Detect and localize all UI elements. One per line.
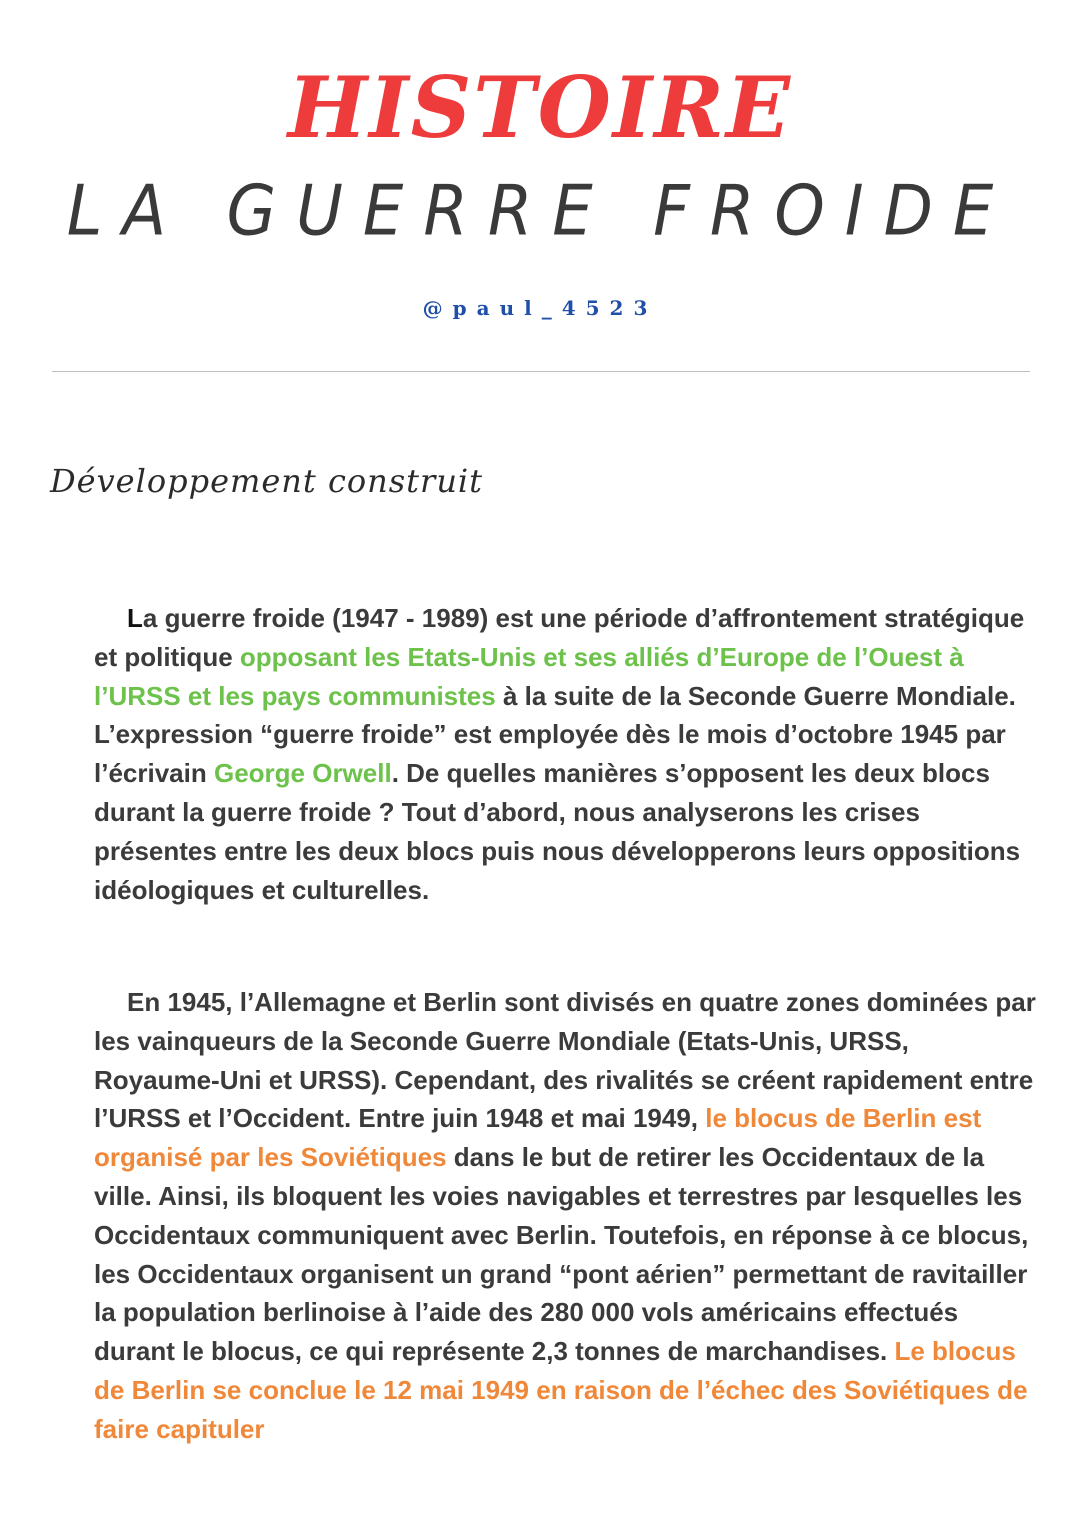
highlight-text: Le blocus de Berlin se conclue le 12 mai 1949 en raison de l’échec des Soviétiques de faire capituler <box>94 1336 1028 1444</box>
author-handle: @paul_4523 <box>422 296 658 320</box>
section-title: Développement construit <box>50 462 484 500</box>
highlight-text: George Orwell <box>213 758 392 789</box>
divider <box>52 371 1030 372</box>
page-subtitle: LA GUERRE FROIDE <box>66 172 1014 252</box>
paragraph-text: à la suite de la Seconde Guerre Mondiale. L’expression “guerre froide” est employée dès le mois d’octobre 1945 par l’écrivain <box>94 680 1016 789</box>
paragraph-berlin-blockade <box>94 983 1039 1449</box>
paragraph-text: a guerre froide (1947 - 1989) est une période d’affrontement stratégique et politique <box>94 603 1025 672</box>
paragraph-text: . De quelles manières s’opposent les deux blocs durant la guerre froide ? Tout d’abord, nous analyserons les crises présentes entre les deux blocs puis nous développerons leurs oppositions idéologiques et culturelles. <box>94 758 1021 905</box>
paragraph-text: dans le but de retirer les Occidentaux de la ville. Ainsi, ils bloquent les voies navigables et terrestres par lesquelles les Occidentaux communiquent avec Berlin. Toutefois, en réponse à ce blocus, les Occidentaux organisent un grand “pont aérien” permettant de ravitailler la population berlinoise à l’aide des 280 000 vols américains effectués durant le blocus, ce qui représente 2,3 tonnes de marchandises. <box>94 1142 1029 1367</box>
page-title: HISTOIRE <box>287 58 793 157</box>
paragraph-lead-letter: L <box>127 603 143 633</box>
highlight-text: le blocus de Berlin est organisé par les Soviétiques <box>94 1103 982 1173</box>
paragraph-text: En 1945, l’Allemagne et Berlin sont divisés en quatre zones dominées par les vainqueurs de la Seconde Guerre Mondiale (Etats-Unis, URSS, Royaume-Uni et URSS). Cependant, des rivalités se créent rapidement entre l’URSS et l’Occident. Entre juin 1948 et mai 1949, <box>94 987 1036 1134</box>
highlight-text: opposant les Etats-Unis et ses alliés d’Europe de l’Ouest à l’URSS et les pays communistes <box>94 641 964 711</box>
paragraph-intro <box>94 599 1039 909</box>
